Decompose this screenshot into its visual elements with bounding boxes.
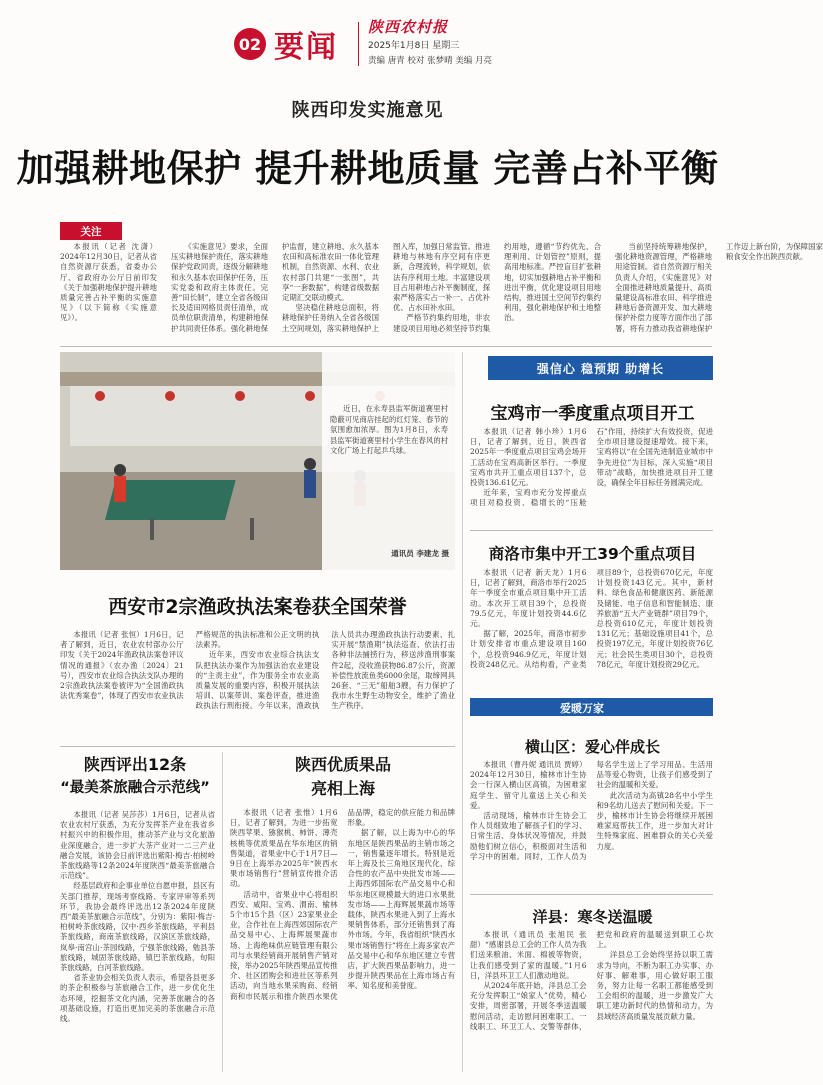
tea-headline-line2: “最美茶旅融合示范线”	[60, 780, 210, 796]
section-name: 要闻	[274, 30, 338, 65]
lead-tag	[60, 222, 122, 240]
lead-headline-text: 加强耕地保护 提升耕地质量 完善占补平衡	[16, 146, 719, 190]
fruit-paragraph: 本报讯（记者 张惟）1月6日，记者了解到，为进一步拓宽陕西苹果、猕猴桃、柿饼、薄壳核桃等优质果品在华东地区的销售渠道，省果业中心于1月7日—9日在上海举办2025年“陕西水果市场销售行”营销宣传推介活动。	[230, 808, 338, 889]
lead-divider	[60, 346, 712, 347]
newspaper-logo: 陕西农村报	[368, 18, 449, 36]
photo-caption: 近日，在永寿县监军街道赛里村隐蔽可见商店挂起的红灯笼、春节的氛围愈加浓厚。图为1月8日，永寿县监军街道赛里村小学生在春风的村文化广场上打起乒乓球。	[330, 404, 448, 455]
page-number: 02	[238, 34, 262, 54]
tea-paragraph: 本报讯（记者 吴莎莎）1月6日，记者从省农业农村厅获悉，为充分发挥茶产业在我省乡村振兴中的积极作用，推动茶产业与文化旅游业深度融合，进一步扩大茶产业对一二三产业融合发展，该协会日前评选出紫阳·梅吉·柏树岭茶旅线路等12条2024年度陕西“最美茶旅融合示范线”。	[60, 810, 215, 881]
baoji-headline: 宝鸡市一季度重点项目开工	[490, 404, 695, 424]
yangxian-body	[470, 930, 713, 1072]
yangxian-headline: 洋县：寒冬送温暖	[532, 908, 653, 926]
tea-body	[60, 810, 215, 1072]
fruit-paragraph: 活动中，省果业中心将组织西安、咸阳、宝鸡、渭南、榆林5个市15个县（区）23家果业企业，合作社在上海西郊国际农产品交易中心、上海辉展果蔬市场、上海绝味供应链管理有限公司与水果经销商开展销售产销对接，举办2025年陕西果品宣传推介、社区团购会和进社区等系列活动，向当地水果采购商、经销商和市民展示和推介陕西水果优品品牌，稳定的供应能力和品牌形象。	[230, 808, 455, 1001]
tea-headline-line1: 陕西评出12条	[83, 755, 187, 774]
xian-headline: 西安市2宗渔政执法案卷获全国荣誉	[108, 596, 407, 618]
photo-credit: 通讯员 李建龙 摄	[391, 549, 449, 558]
banner-strong-confidence-label: 强信心 稳预期 助增长	[536, 361, 665, 376]
lead-paragraph: 《实施意见》要求，全面压实耕地保护责任，落实耕地保护党政同责，逐级分解耕地和永久基本农田保护任务，压实党委和政府主体责任。完善“田长制”，建立全省各级田长及适田网格员责任清单，成员单位职责清单，构建耕地保护共同责任体系。强化耕地保护监督，建立耕地、永久基本农田和高标准农田一体化管理机制，自然资源、水利、农业农村部门共建“一张图”，共享“一套数据”，构建省级数据定期汇交联动模式。	[171, 242, 379, 333]
banner-love-homes-label: 爱暖万家	[560, 702, 604, 715]
hengshan-paragraph: 本报讯（曹丹妮 通讯员 贾婷）2024年12月30日，榆林市计生协会一行深入横山区高镇，为困难家庭学生、留守儿童送上关心和关爱。	[470, 760, 587, 810]
fruit-paragraph: 据了解，以上海为中心的华东地区是陕西果品的主销市场之一，销售量逐年增长。特别是近年上海及长三角地区现代化、综合性的农产品中央批发市场——上海西郊国际农产品交易中心和华东地区规模最大的进口水果批发市场——上海辉展果蔬市场等载体，陕西水果进入到了上海水果销售体系，部分还销售到了海外市场。今年，我省组织“陕西水果市场销售行”将在上海多家农产品交易中心和华东地区建立专营店，扩大陕西果品影响力，进一步提升陕西果品在上海市场占有率、知名度和美誉度。	[347, 828, 455, 991]
banner-strong-confidence	[488, 356, 713, 380]
baoji-divider	[470, 530, 713, 531]
hengshan-paragraph: 活动现场，榆林市计生协会工作人员细致地了解孩子们的学习、日常生活、身体状况等情况，并鼓励他们树立信心，积极面对生活和学习中的困难。同时，工作人员为每名学生送上了学习用品、生活用品等爱心物资，让孩子们感受到了社会的温暖和关爱。	[470, 760, 713, 861]
tea-fruit-divider	[222, 752, 223, 1072]
fruit-headline-line2: 亮相上海	[310, 779, 375, 798]
lead-headline	[0, 138, 735, 192]
banner-love-homes	[470, 698, 713, 716]
lead-tag-label: 关注	[80, 225, 102, 238]
hengshan-headline: 横山区：爱心伴成长	[524, 738, 660, 756]
masthead-divider	[358, 22, 359, 66]
tea-paragraph: 经基层政府和企事业单位自愿申报，县区有关部门推荐，现场考察线路、专家评审等系列环节，我协会最终评选出12条2024年度陕西“最美茶旅融合示范线”，分别为：紫阳·梅吉·柏树岭茶旅线路，汉中·西乡茶旅线路，平利县茶旅线路，商南茶旅线路，汉滨区茶旅线路，岚皋·南宫山·茶园线路，宁强茶旅线路，勉县茶旅线路，城固茶旅线路，镇巴茶旅线路，旬阳茶旅线路，白河茶旅线路。	[60, 881, 215, 973]
xian-divider	[60, 746, 455, 747]
shangluo-paragraph: 本报讯（记者 新天龙）1月6日，记者了解到，商洛市举行2025年一季度全市重点项目集中开工活动。本次开工项目39个，总投资79.5亿元，年度计划投资44.6亿元。	[470, 568, 587, 629]
masthead	[230, 14, 670, 72]
xian-paragraph: 本报讯（记者 张恒）1月6日，记者了解到，近日，农业农村部办公厅印发《关于2024年渔政执法案卷评议情况的通报》（农办渔〔2024〕21号），西安市农业综合执法支队办理的2宗渔政执法案卷被评为“全国渔政执法优秀案卷”，体现了西安市农业执法严格规范的执法标准和公正文明的执法素养。	[60, 630, 320, 701]
hengshan-divider	[470, 894, 713, 895]
lead-body	[60, 242, 823, 342]
fruit-headline-line1: 陕西优质果品	[294, 755, 391, 774]
fruit-body	[230, 808, 455, 1072]
photo-caption-box	[322, 352, 455, 570]
xian-paragraph: 近年来，西安市农业综合执法支队把执法办案作为加强法治农业建设的“主责主业”，作为服务全市农业高质量发展的重要内容，积极开展执法培训、以案带训、案卷评查，推进渔政执法行刑衔接。今年以来，渔政执法人员共办理渔政执法行动要素、扎实开展“禁渔期”执法巡查、依法打击各种非法捕捞行为，移送涉渔刑事案件2起，没收渔获物86.87公斤，资源补偿性放流鱼类6000余尾，取缔网具26套、“三无”船舶3艘，有力保护了我市水生野生动物安全，维护了渔业生产秩序。	[195, 630, 455, 711]
yangxian-paragraph: 从2024年底开始，洋县总工会充分发挥职工“娘家人”优势，精心安排，周密部署，开展冬季送温暖慰问活动，走访慰问困难职工、一线职工、环卫工人、交警等群体，把党和政府的温暖送到职工心坎上。	[470, 930, 713, 1031]
baoji-body	[470, 427, 713, 547]
lead-kicker-text: 陕西印发实施意见	[291, 100, 444, 121]
lead-paragraph: 严格节约集约用地，非农建设项目用地必须坚持节约集约用地，遵循“节约优先、合理利用、计划管控”原则，提高用地标准。严控盲目扩张耕地，切实加强耕地占补平衡和进出平衡，优化建设项目用地结构，推进国土空间节约集约利用，强化耕地保护和土地整治。	[393, 242, 601, 333]
editors-line: 责编 唐青 校对 张梦晴 美编 月亮	[368, 56, 493, 66]
xian-body	[60, 630, 455, 742]
lead-paragraph: 本报讯（记者 沈潇）2024年12月30日，记者从省自然资源厅获悉，省委办公厅、省政府办公厅日前印发《关于加强耕地保护提升耕地质量完善占补平衡的实施意见》（以下简称《实施意见》）。	[60, 242, 157, 323]
yangxian-paragraph: 洋县总工会始终坚持以职工需求为导向，不断为职工办实事、办好事、解难事，用心做好职工服务，努力让每一名职工都能感受到工会组织的温暖，进一步激发广大职工建功新时代的热情和动力，为县域经济高质量发展贡献力量。	[596, 950, 713, 1021]
baoji-paragraph: 近年来，宝鸡市充分发挥重点项目对稳投资、稳增长的“压舱石”作用，持续扩大有效投资，促进全市项目建设提速增效。接下来，宝鸡将以“在全国先进制造业城市中争先进位”为目标，深入实施“项目带动”战略，加快推进项目开工建设，确保全年目标任务圆满完成。	[470, 427, 713, 508]
shangluo-body	[470, 568, 713, 680]
right-column-divider	[462, 352, 463, 1072]
lead-paragraph: 当前坚持统筹耕地保护，强化耕地资源管理，严格耕地用途管制。省自然资源厅相关负责人介绍，《实施意见》对全面推进耕地质量提升、高质量建设高标准农田、科学推进耕地后备资源开发、加大耕地保护补偿力度等方面作出了部署，将有力推动我省耕地保护工作迈上新台阶，为保障国家粮食安全作出陕西贡献。	[615, 242, 823, 333]
baoji-paragraph: 本报讯（记者 韩小珍）1月6日，记者了解到，近日，陕西省2025年一季度重点项目宝鸡会场开工活动在宝鸡高新区举行。一季度宝鸡市共开工重点项目137个，总投资136.61亿元。	[470, 427, 587, 488]
date-line: 2025年1月8日 星期三	[368, 41, 460, 51]
tea-paragraph: 省茶业协会相关负责人表示，希望各县更多的茶企积极参与茶旅融合工作，进一步优化生态环境，挖掘茶文化内涵，完善茶旅融合的各项基础设施，打造出更加完美的茶旅融合示范线。	[60, 973, 215, 1024]
hengshan-paragraph: 此次活动为高镇28名中小学生和9名幼儿送去了慰问和关爱。下一步，榆林市计生协会将继续开展困难家庭帮扶工作，进一步加大对计生特殊家庭、困难群众的关心关爱力度。	[596, 790, 713, 851]
shangluo-paragraph: 据了解，2025年，商洛市初步计划安排省市重点建设项目160个，总投资946.9亿元，年度计划投资248亿元。从结构看，产业类项目89个，总投资670亿元，年度计划投资143亿元。其中，新材料、绿色食品和健康医药、新能源及储能、电子信息和智能制造、康养旅游“五大产业链群”项目79个，总投资610亿元，年度计划投资131亿元；基础设施项目41个，总投资197亿元，年度计划投资76亿元；社会民生类项目30个，总投资78亿元，年度计划投资29亿元。	[470, 568, 713, 669]
page-number-badge	[234, 28, 266, 60]
hengshan-body	[470, 760, 713, 888]
shangluo-headline: 商洛市集中开工39个重点项目	[488, 545, 697, 563]
lead-kicker	[0, 96, 735, 122]
yangxian-paragraph: 本报讯（通讯员 张旭民 张甜）“感谢县总工会的工作人员为我们送来粮油、米面、棉被等物资，让我们感受到了家的温暖。”1月6日，洋县环卫工人们激动地说。	[470, 930, 587, 980]
news-photo	[60, 352, 455, 570]
lead-paragraph: 坚决稳住耕地总面积，将耕地保护任务纳入全省各级国土空间规划，落实耕地保护上图入库，加强日常监管。推进耕地与林地有序空间有序更新，合理流转，科学规划，依法有序利用土地。丰富建设项目占用耕地占补平衡制度，探索严格落实占一补一、占优补优、占水田补水田。	[282, 242, 490, 333]
